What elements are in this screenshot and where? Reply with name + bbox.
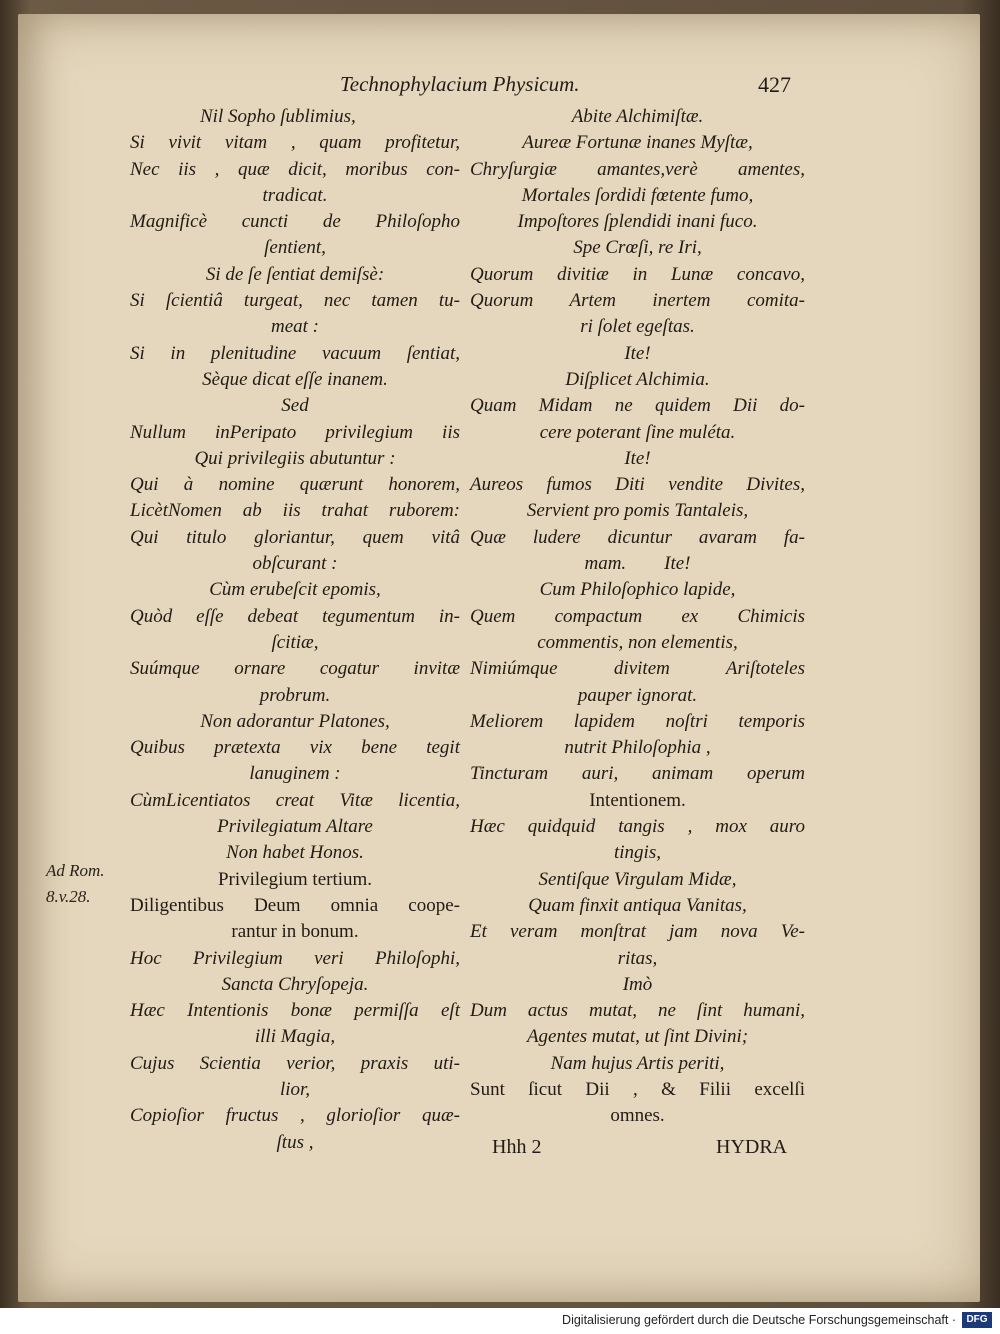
text-line: Magnificè cuncti de Philoſopho (130, 211, 460, 233)
text-line: Si de ſe ſentiat demiſsè: (205, 263, 385, 285)
text-line: LicètNomen ab iis trahat ruborem: (130, 500, 460, 522)
text-line: Si in plenitudine vacuum ſentiat, (130, 342, 460, 364)
margin-note-line: Ad Rom. (46, 861, 105, 880)
text-line: pauper ignorat. (577, 684, 698, 706)
text-line: Hæc quidquid tangis , mox auro (470, 816, 805, 838)
text-line: mam. Ite! (584, 553, 691, 575)
text-line: Suúmque ornare cogatur invitæ (130, 658, 460, 680)
footer-credit: Digitalisierung gefördert durch die Deutsche Forschungsgemeinschaft · (562, 1313, 956, 1327)
running-head: Technophylacium Physicum. (340, 72, 580, 96)
page-number: 427 (758, 72, 791, 97)
text-line: Sancta Chryſopeja. (221, 973, 369, 995)
text-line: rantur in bonum. (231, 921, 359, 943)
text-line: Copioſior fructus , glorioſior quæ- (130, 1105, 460, 1127)
text-line: Quem compactum ex Chimicis (470, 605, 805, 627)
signature-mark: Hhh 2 (492, 1136, 542, 1158)
text-line: Chryſurgiæ amantes,verè amentes, (470, 158, 805, 180)
text-line: Et veram monſtrat jam nova Ve- (470, 921, 805, 943)
text-line: tradicat. (262, 184, 328, 206)
text-line: ſtus , (276, 1131, 314, 1153)
text-line: Privilegium tertium. (217, 868, 373, 890)
text-line: Quæ ludere dicuntur avaram fa- (470, 526, 805, 548)
text-line: Privilegiatum Altare (217, 816, 373, 838)
text-line: obſcurant : (252, 553, 338, 575)
text-line: illi Magia, (254, 1026, 336, 1048)
text-line: Nimiúmque divitem Ariſtoteles (470, 658, 805, 680)
margin-note (46, 858, 105, 910)
text-line: Ite! (624, 447, 651, 469)
text-line: Sèque dicat eſſe inanem. (202, 368, 388, 390)
text-line: Intentionem. (589, 789, 686, 811)
text-line: meat : (270, 316, 319, 338)
text-line: Cujus Scientia verior, praxis uti- (130, 1052, 460, 1074)
left-column (130, 104, 460, 1156)
catchword: HYDRA (716, 1136, 788, 1158)
text-line: Tincturam auri, animam operum (470, 763, 805, 785)
text-line: ritas, (617, 947, 658, 969)
text-line: Diligentibus Deum omnia coope- (130, 894, 460, 916)
text-line: Mortales ſordidi fœtente fumo, (521, 184, 754, 206)
text-line: Cùm erubeſcit epomis, (209, 579, 381, 601)
text-line: Agentes mutat, ut ſint Divini; (526, 1026, 749, 1048)
text-line: Quam finxit antiqua Vanitas, (528, 894, 747, 916)
text-line: Non habet Honos. (226, 842, 364, 864)
text-line: Quibus prætexta vix bene tegit (130, 737, 460, 759)
text-line: Abite Alchimiſtæ. (571, 106, 704, 127)
text-line: omnes. (610, 1105, 665, 1127)
text-line: Si ſcientiâ turgeat, nec tamen tu- (130, 290, 460, 312)
text-line: ſcitiæ, (271, 631, 319, 653)
text-line: Spe Crœſi, re Iri, (573, 237, 702, 259)
text-line: Nam hujus Artis periti, (550, 1052, 725, 1074)
text-line: nutrit Philoſophia , (564, 737, 711, 759)
text-line: Qui titulo gloriantur, quem vitâ (130, 526, 460, 548)
text-line: Sunt ſicut Dii , & Filii excelſi (470, 1078, 805, 1100)
text-line: Aureæ Fortunæ inanes Myſtæ, (522, 132, 753, 154)
text-line: probrum. (259, 684, 331, 706)
text-line: Servient pro pomis Tantaleis, (526, 500, 749, 522)
text-line: Quòd eſſe debeat tegumentum in- (130, 605, 460, 627)
text-line: Quorum Artem inertem comita- (470, 290, 805, 312)
text-line: Quorum divitiæ in Lunæ concavo, (470, 263, 805, 285)
text-line: Quam Midam ne quidem Dii do- (470, 395, 805, 417)
text-line: Aureos fumos Diti vendite Divites, (470, 474, 805, 496)
text-line: Impoſtores ſplendidi inani fuco. (517, 211, 758, 233)
text-line: Sentiſque Virgulam Midæ, (538, 868, 737, 890)
text-line: lior, (279, 1078, 311, 1100)
text-line: ſentient, (264, 237, 326, 259)
margin-note-line: 8.v.28. (46, 887, 91, 906)
text-line: commentis, non elementis, (537, 631, 738, 653)
text-line: tingis, (614, 842, 661, 864)
text-line: Nullum inPeripato privilegium iis (130, 421, 460, 443)
text-line: Nil Sopho ſublimius, (200, 106, 356, 127)
text-line: Qui à nomine quærunt honorem, (130, 474, 460, 496)
text-line: Sed (281, 395, 309, 417)
right-column (470, 104, 805, 1130)
text-line: Cum Philoſophico lapide, (539, 579, 736, 601)
text-line: Dum actus mutat, ne ſint humani, (470, 1000, 805, 1022)
text-line: Hoc Privilegium veri Philoſophi, (130, 947, 460, 969)
text-line: Imò (622, 973, 653, 995)
text-line: Diſplicet Alchimia. (565, 368, 710, 390)
text-line: Si vivit vitam , quam profitetur, (130, 132, 460, 154)
text-line: Qui privilegiis abutuntur : (194, 447, 396, 469)
text-line: Meliorem lapidem noſtri temporis (470, 710, 805, 732)
text-line: Ite! (624, 342, 651, 364)
text-line: Nec iis , quæ dicit, moribus con- (130, 158, 460, 180)
text-line: Hæc Intentionis bonæ permiſſa eſt (130, 1000, 460, 1022)
text-line: ri ſolet egeſtas. (580, 316, 695, 338)
dfg-logo: DFG (962, 1312, 992, 1328)
text-line: Non adorantur Platones, (200, 710, 390, 732)
digitization-footer (0, 1308, 1000, 1334)
text-line: CùmLicentiatos creat Vitæ licentia, (130, 789, 460, 811)
text-line: cere poterant ſine muléta. (539, 421, 736, 443)
text-line: lanuginem : (249, 763, 341, 785)
